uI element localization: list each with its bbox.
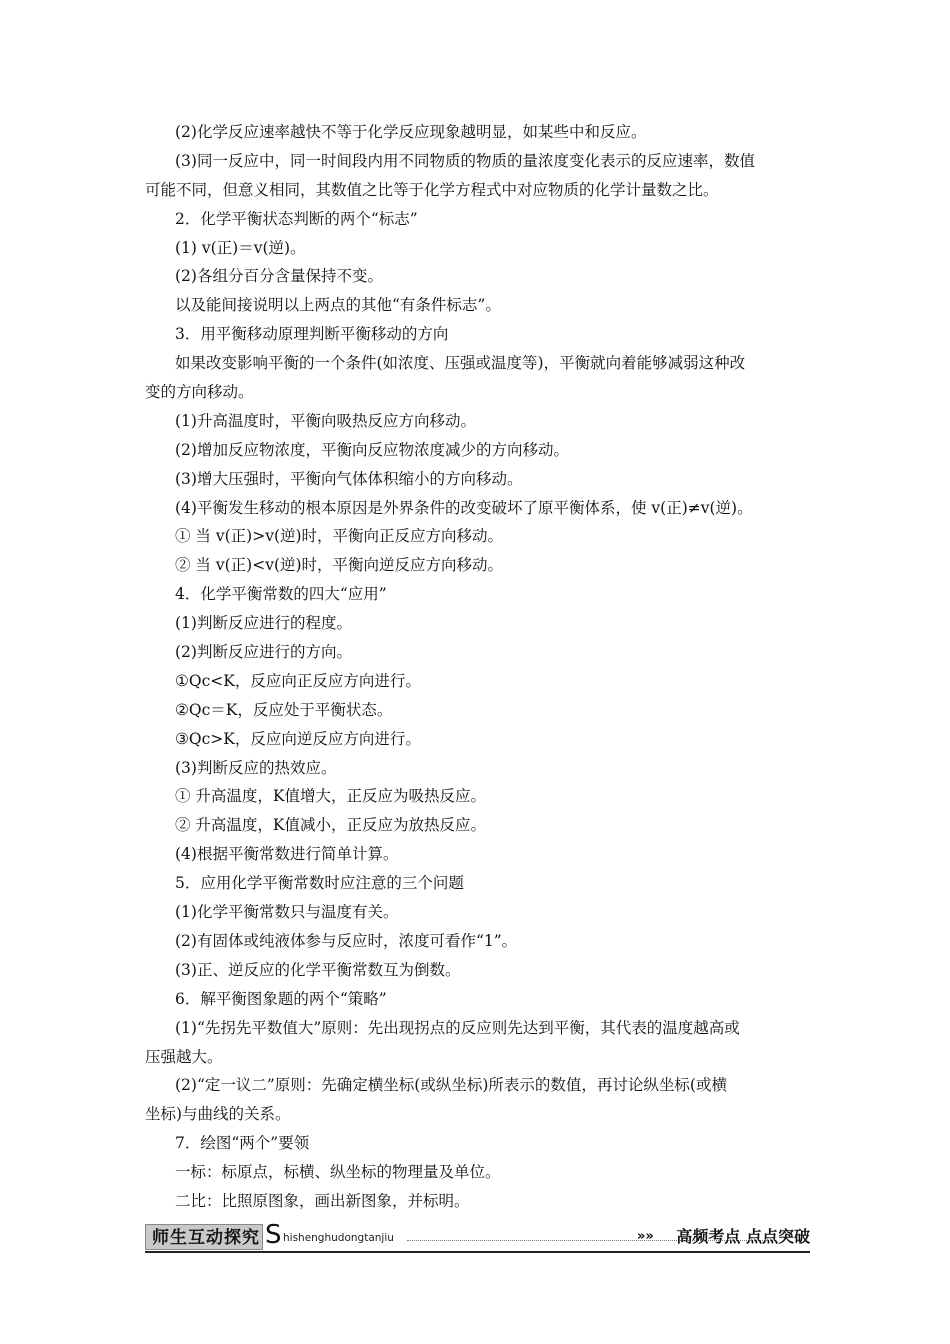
- paragraph-line: 如果改变影响平衡的一个条件(如浓度、压强或温度等)，平衡就向着能够减弱这种改: [175, 354, 746, 373]
- paragraph-line: (1)升高温度时，平衡向吸热反应方向移动。: [175, 411, 476, 430]
- section-heading: 2．化学平衡状态判断的两个“标志”: [175, 209, 418, 228]
- paragraph-line: ②Qc＝K，反应处于平衡状态。: [175, 700, 393, 719]
- paragraph-line: ③Qc>K，反应向逆反应方向进行。: [175, 729, 421, 748]
- paragraph-line: ① 当 v(正)>v(逆)时，平衡向正反应方向移动。: [175, 527, 504, 546]
- banner-initial: S: [265, 1220, 282, 1250]
- paragraph-line: (3)正、逆反应的化学平衡常数互为倒数。: [175, 960, 461, 979]
- banner-pinyin: hishenghudongtanjiu: [283, 1232, 394, 1244]
- section-heading: 7．绘图“两个”要领: [175, 1134, 310, 1153]
- section-heading: 4．化学平衡常数的四大“应用”: [175, 585, 387, 604]
- section-heading: 6．解平衡图象题的两个“策略”: [175, 989, 387, 1008]
- paragraph-line: 压强越大。: [145, 1047, 223, 1066]
- paragraph-line: 可能不同，但意义相同，其数值之比等于化学方程式中对应物质的化学计量数之比。: [145, 180, 719, 199]
- paragraph-line: ② 当 v(正)<v(逆)时，平衡向逆反应方向移动。: [175, 556, 504, 575]
- paragraph-line: 一标：标原点，标横、纵坐标的物理量及单位。: [175, 1163, 501, 1182]
- paragraph-line: (2)化学反应速率越快不等于化学反应现象越明显，如某些中和反应。: [175, 123, 647, 141]
- banner-title: 师生互动探究: [145, 1224, 263, 1250]
- paragraph-line: (2)增加反应物浓度，平衡向反应物浓度减少的方向移动。: [175, 440, 569, 459]
- body-text: [145, 118, 810, 1216]
- paragraph-line: (1)化学平衡常数只与温度有关。: [175, 903, 399, 922]
- paragraph-line: (2)判断反应进行的方向。: [175, 643, 352, 662]
- paragraph-line: (3)同一反应中，同一时间段内用不同物质的物质的量浓度变化表示的反应速率，数值: [175, 151, 755, 170]
- paragraph-line: (1)“先拐先平数值大”原则：先出现拐点的反应则先达到平衡，其代表的温度越高或: [175, 1018, 740, 1037]
- paragraph-line: (2)有固体或纯液体参与反应时，浓度可看作“1”。: [175, 931, 518, 950]
- paragraph-line: (3)增大压强时，平衡向气体体积缩小的方向移动。: [175, 469, 523, 488]
- banner-subtitle: 高频考点 点点突破: [676, 1227, 810, 1246]
- banner-underline: [145, 1251, 810, 1253]
- paragraph-line: (1)判断反应进行的程度。: [175, 614, 352, 633]
- paragraph-line: 二比：比照原图象，画出新图象，并标明。: [175, 1191, 470, 1210]
- section-banner: [145, 1222, 810, 1252]
- paragraph-line: (4)根据平衡常数进行简单计算。: [175, 845, 399, 864]
- paragraph-line: ① 升高温度，K值增大，正反应为吸热反应。: [175, 787, 487, 806]
- paragraph-line: ② 升高温度，K值减小，正反应为放热反应。: [175, 816, 487, 835]
- paragraph-line: (4)平衡发生移动的根本原因是外界条件的改变破坏了原平衡体系，使 v(正)≠v(逆)。: [175, 498, 753, 517]
- paragraph-line: 变的方向移动。: [145, 383, 254, 402]
- paragraph-line: (3)判断反应的热效应。: [175, 758, 337, 777]
- paragraph-line: 以及能间接说明以上两点的其他“有条件标志”。: [175, 296, 501, 315]
- paragraph-line: (2)“定一议二”原则：先确定横坐标(或纵坐标)所表示的数值，再讨论纵坐标(或横: [175, 1076, 727, 1095]
- paragraph-line: (2)各组分百分含量保持不变。: [175, 267, 383, 286]
- double-chevron-icon: »»: [637, 1229, 654, 1244]
- paragraph-line: ①Qc<K，反应向正反应方向进行。: [175, 671, 421, 690]
- paragraph-line: 坐标)与曲线的关系。: [145, 1105, 291, 1124]
- paragraph-line: (1) v(正)＝v(逆)。: [175, 238, 306, 257]
- section-heading: 5．应用化学平衡常数时应注意的三个问题: [175, 874, 464, 893]
- section-heading: 3．用平衡移动原理判断平衡移动的方向: [175, 325, 449, 344]
